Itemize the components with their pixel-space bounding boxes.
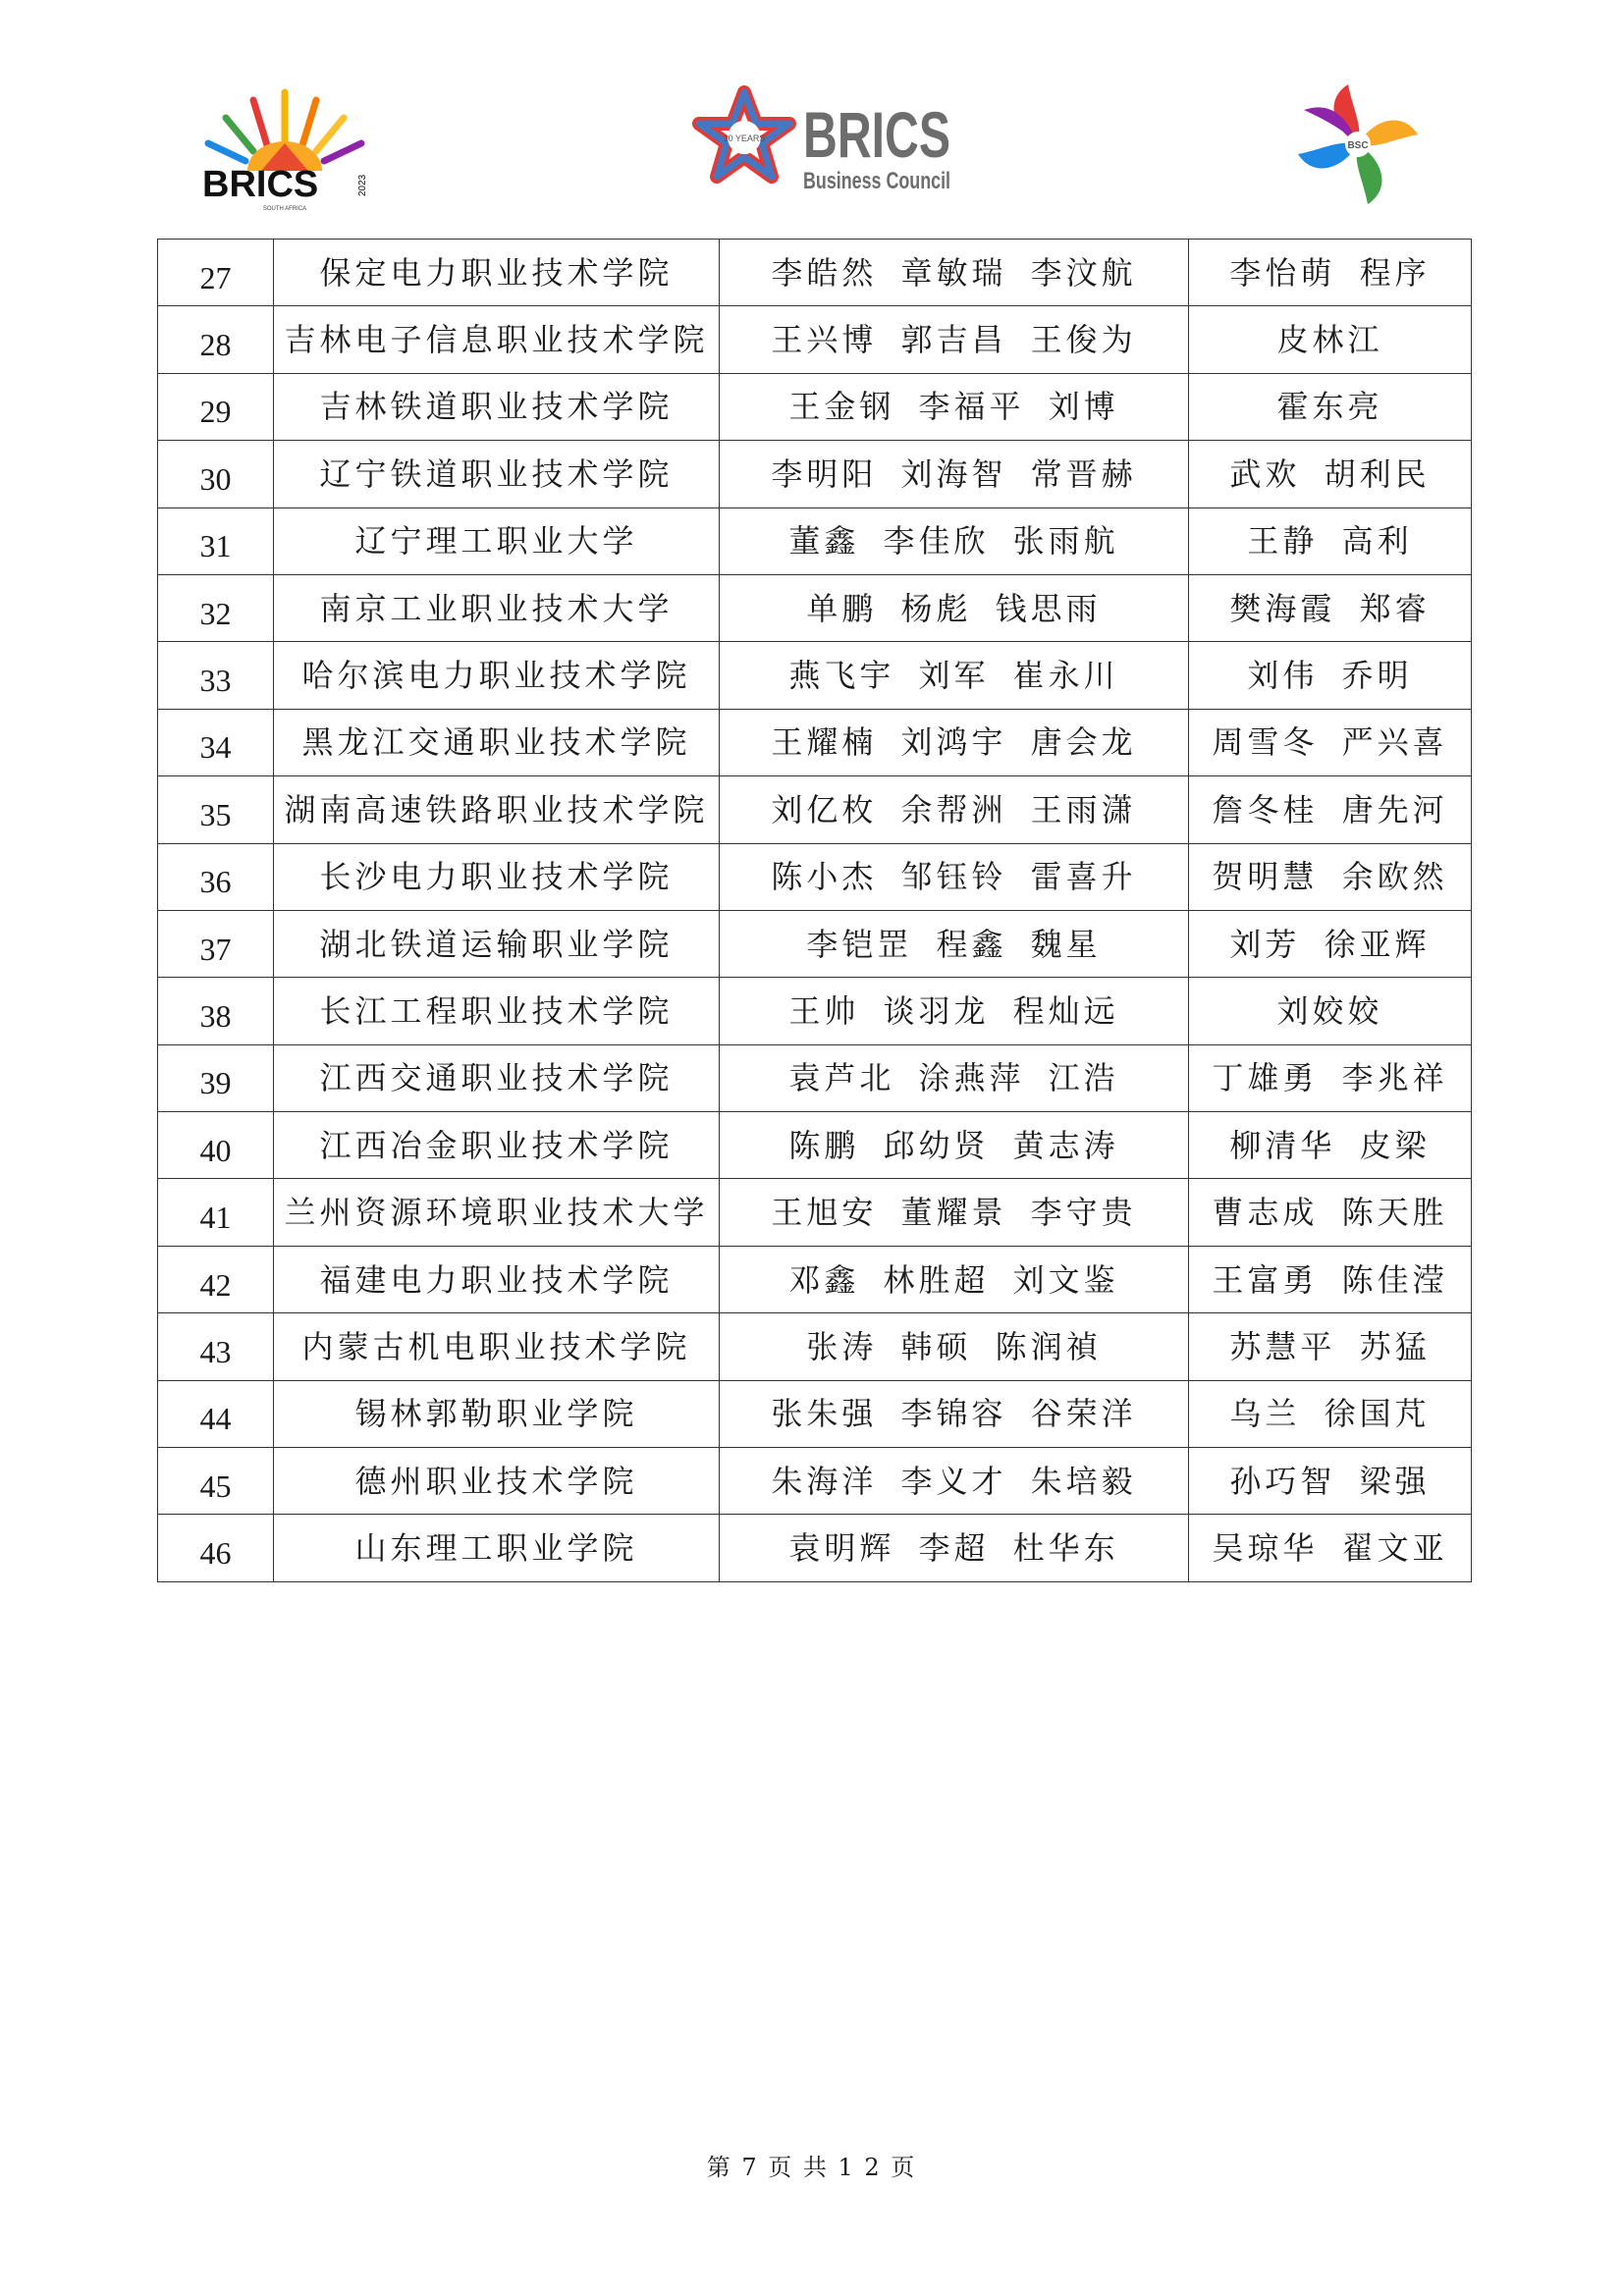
table-row bbox=[158, 373, 1472, 440]
teacher-names-cell: 刘芳 徐亚辉 bbox=[1189, 910, 1472, 977]
school-name-cell: 德州职业技术学院 bbox=[274, 1448, 720, 1515]
school-name-cell: 吉林铁道职业技术学院 bbox=[274, 373, 720, 440]
school-name-cell: 长沙电力职业技术学院 bbox=[274, 843, 720, 910]
teacher-names-cell: 苏慧平 苏猛 bbox=[1189, 1313, 1472, 1380]
table-row bbox=[158, 574, 1472, 641]
table-row bbox=[158, 642, 1472, 709]
row-number-cell: 35 bbox=[158, 776, 274, 843]
teacher-names-cell: 李怡萌 程序 bbox=[1189, 240, 1472, 306]
row-number-cell: 40 bbox=[158, 1112, 274, 1179]
student-names-cell: 董鑫 李佳欣 张雨航 bbox=[720, 507, 1189, 574]
teacher-names-cell: 吴琼华 翟文亚 bbox=[1189, 1515, 1472, 1581]
school-name-cell: 湖北铁道运输职业学院 bbox=[274, 910, 720, 977]
teacher-names-cell: 王静 高利 bbox=[1189, 507, 1472, 574]
student-names-cell: 陈鹏 邱幼贤 黄志涛 bbox=[720, 1112, 1189, 1179]
student-names-cell: 王兴博 郭吉昌 王俊为 bbox=[720, 306, 1189, 373]
table-row bbox=[158, 1112, 1472, 1179]
student-names-cell: 李明阳 刘海智 常晋赫 bbox=[720, 441, 1189, 507]
table-row bbox=[158, 843, 1472, 910]
student-names-cell: 王帅 谈羽龙 程灿远 bbox=[720, 978, 1189, 1044]
student-names-cell: 李皓然 章敏瑞 李汶航 bbox=[720, 240, 1189, 306]
table-row bbox=[158, 776, 1472, 843]
student-names-cell: 袁芦北 涂燕萍 江浩 bbox=[720, 1044, 1189, 1111]
row-number-cell: 38 bbox=[158, 978, 274, 1044]
table-row bbox=[158, 709, 1472, 775]
school-name-cell: 哈尔滨电力职业技术学院 bbox=[274, 642, 720, 709]
row-number-cell: 27 bbox=[158, 240, 274, 306]
brics-2023-logo bbox=[196, 86, 373, 214]
row-number-cell: 36 bbox=[158, 843, 274, 910]
student-names-cell: 张朱强 李锦容 谷荣洋 bbox=[720, 1380, 1189, 1447]
table-row bbox=[158, 910, 1472, 977]
teacher-names-cell: 乌兰 徐国芃 bbox=[1189, 1380, 1472, 1447]
row-number-cell: 41 bbox=[158, 1179, 274, 1246]
table-row bbox=[158, 1515, 1472, 1581]
school-name-cell: 南京工业职业技术大学 bbox=[274, 574, 720, 641]
school-name-cell: 福建电力职业技术学院 bbox=[274, 1246, 720, 1312]
table-row bbox=[158, 1179, 1472, 1246]
row-number-cell: 43 bbox=[158, 1313, 274, 1380]
row-number-cell: 29 bbox=[158, 373, 274, 440]
school-name-cell: 黑龙江交通职业技术学院 bbox=[274, 709, 720, 775]
teacher-names-cell: 曹志成 陈天胜 bbox=[1189, 1179, 1472, 1246]
teacher-names-cell: 柳清华 皮梁 bbox=[1189, 1112, 1472, 1179]
student-names-cell: 朱海洋 李义才 朱培毅 bbox=[720, 1448, 1189, 1515]
student-names-cell: 邓鑫 林胜超 刘文鉴 bbox=[720, 1246, 1189, 1312]
teacher-names-cell: 霍东亮 bbox=[1189, 373, 1472, 440]
row-number-cell: 46 bbox=[158, 1515, 274, 1581]
school-name-cell: 兰州资源环境职业技术大学 bbox=[274, 1179, 720, 1246]
brics-center-sub: Business Council bbox=[803, 168, 950, 194]
teacher-names-cell: 武欢 胡利民 bbox=[1189, 441, 1472, 507]
row-number-cell: 37 bbox=[158, 910, 274, 977]
teacher-names-cell: 王富勇 陈佳滢 bbox=[1189, 1246, 1472, 1312]
student-names-cell: 袁明辉 李超 杜华东 bbox=[720, 1515, 1189, 1581]
table-row bbox=[158, 1448, 1472, 1515]
school-name-cell: 江西交通职业技术学院 bbox=[274, 1044, 720, 1111]
student-names-cell: 燕飞宇 刘军 崔永川 bbox=[720, 642, 1189, 709]
table-row bbox=[158, 1246, 1472, 1312]
student-names-cell: 刘亿枚 余帮洲 王雨潇 bbox=[720, 776, 1189, 843]
row-number-cell: 31 bbox=[158, 507, 274, 574]
brics-center-badge: 10 YEARS bbox=[723, 133, 766, 143]
student-names-cell: 王金钢 李福平 刘博 bbox=[720, 373, 1189, 440]
table-row bbox=[158, 978, 1472, 1044]
row-number-cell: 34 bbox=[158, 709, 274, 775]
row-number-cell: 33 bbox=[158, 642, 274, 709]
row-number-cell: 32 bbox=[158, 574, 274, 641]
team-roster-table bbox=[157, 239, 1472, 1582]
teacher-names-cell: 孙巧智 梁强 bbox=[1189, 1448, 1472, 1515]
table-row bbox=[158, 306, 1472, 373]
student-names-cell: 张涛 韩硕 陈润禎 bbox=[720, 1313, 1189, 1380]
student-names-cell: 陈小杰 邹钰铃 雷喜升 bbox=[720, 843, 1189, 910]
row-number-cell: 42 bbox=[158, 1246, 274, 1312]
school-name-cell: 辽宁铁道职业技术学院 bbox=[274, 441, 720, 507]
bsc-right-text: BSC bbox=[1347, 140, 1369, 151]
table-row bbox=[158, 240, 1472, 306]
brics-left-country: SOUTH AFRICA bbox=[262, 206, 307, 212]
teacher-names-cell: 詹冬桂 唐先河 bbox=[1189, 776, 1472, 843]
brics-business-council-logo bbox=[695, 86, 954, 196]
row-number-cell: 45 bbox=[158, 1448, 274, 1515]
teacher-names-cell: 丁雄勇 李兆祥 bbox=[1189, 1044, 1472, 1111]
row-number-cell: 39 bbox=[158, 1044, 274, 1111]
table-row bbox=[158, 1044, 1472, 1111]
table-row bbox=[158, 441, 1472, 507]
bsc-swirl-logo bbox=[1294, 80, 1422, 208]
student-names-cell: 王耀楠 刘鸿宇 唐会龙 bbox=[720, 709, 1189, 775]
row-number-cell: 28 bbox=[158, 306, 274, 373]
student-names-cell: 李铠罡 程鑫 魏星 bbox=[720, 910, 1189, 977]
teacher-names-cell: 刘姣姣 bbox=[1189, 978, 1472, 1044]
table-row bbox=[158, 1380, 1472, 1447]
teacher-names-cell: 皮林江 bbox=[1189, 306, 1472, 373]
student-names-cell: 单鹏 杨彪 钱思雨 bbox=[720, 574, 1189, 641]
school-name-cell: 湖南高速铁路职业技术学院 bbox=[274, 776, 720, 843]
school-name-cell: 内蒙古机电职业技术学院 bbox=[274, 1313, 720, 1380]
table-row bbox=[158, 507, 1472, 574]
teacher-names-cell: 贺明慧 余欧然 bbox=[1189, 843, 1472, 910]
teacher-names-cell: 周雪冬 严兴喜 bbox=[1189, 709, 1472, 775]
brics-center-brand: BRICS bbox=[803, 98, 950, 171]
teacher-names-cell: 樊海霞 郑睿 bbox=[1189, 574, 1472, 641]
brics-left-text: BRICS bbox=[202, 164, 319, 205]
school-name-cell: 锡林郭勒职业学院 bbox=[274, 1380, 720, 1447]
row-number-cell: 44 bbox=[158, 1380, 274, 1447]
school-name-cell: 辽宁理工职业大学 bbox=[274, 507, 720, 574]
brics-left-year: 2023 bbox=[357, 174, 368, 196]
page-number: 第 7 页 共 1 2 页 bbox=[706, 2154, 917, 2181]
school-name-cell: 江西冶金职业技术学院 bbox=[274, 1112, 720, 1179]
teacher-names-cell: 刘伟 乔明 bbox=[1189, 642, 1472, 709]
row-number-cell: 30 bbox=[158, 441, 274, 507]
roster-body bbox=[158, 240, 1472, 1582]
student-names-cell: 王旭安 董耀景 李守贵 bbox=[720, 1179, 1189, 1246]
table-row bbox=[158, 1313, 1472, 1380]
school-name-cell: 长江工程职业技术学院 bbox=[274, 978, 720, 1044]
school-name-cell: 保定电力职业技术学院 bbox=[274, 240, 720, 306]
school-name-cell: 吉林电子信息职业技术学院 bbox=[274, 306, 720, 373]
school-name-cell: 山东理工职业学院 bbox=[274, 1515, 720, 1581]
